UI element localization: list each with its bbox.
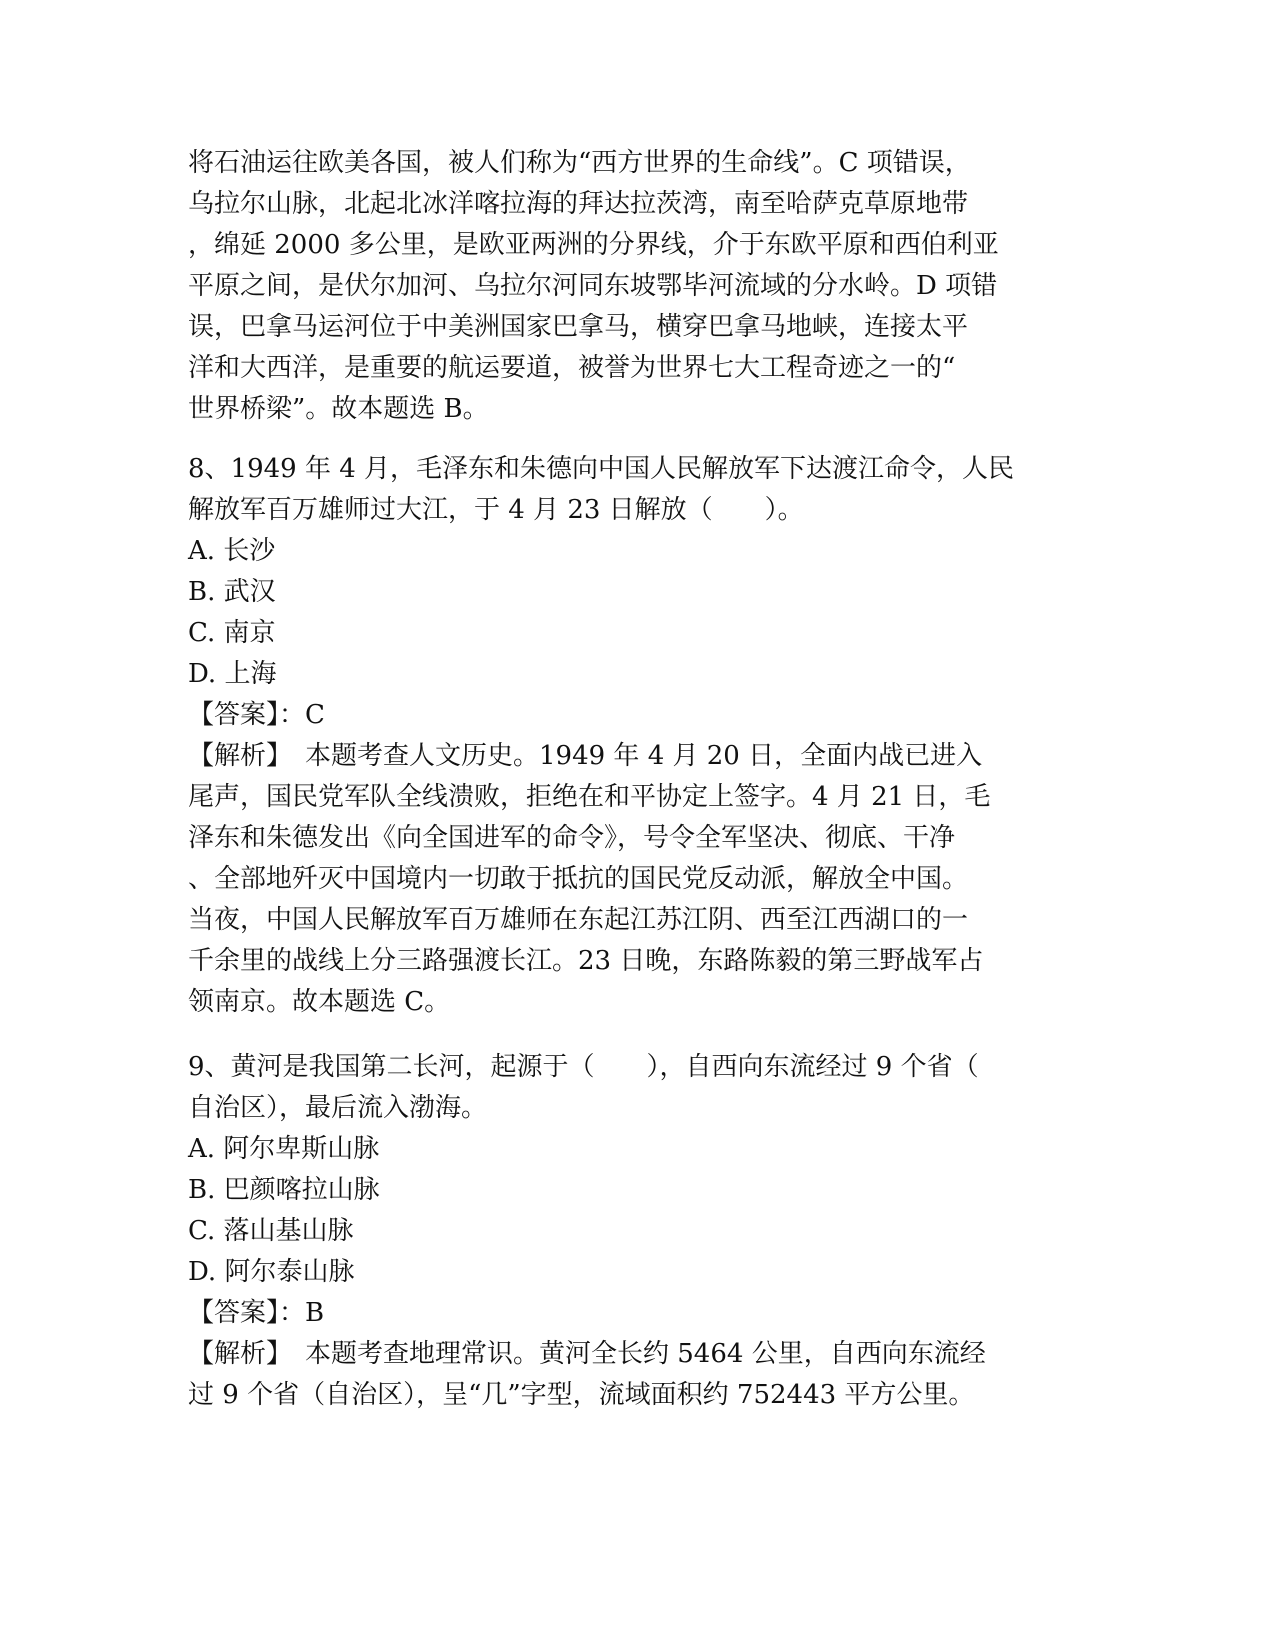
answer-line: 【答案】：C (188, 700, 325, 730)
analysis-line: 泽东和朱德发出《向全国进军的命令》，号令全军坚决、彻底、干净 (188, 823, 956, 853)
question-stem-line: 8、1949 年 4 月，毛泽东和朱德向中国人民解放军下达渡江命令，人民 (188, 454, 1015, 484)
analysis-line: 当夜，中国人民解放军百万雄师在东起江苏江阴、西至江西湖口的一 (188, 905, 969, 935)
option-a: A. 阿尔卑斯山脉 (188, 1134, 380, 1164)
option-a: A. 长沙 (188, 536, 276, 566)
question-stem-line: 自治区），最后流入渤海。 (188, 1093, 488, 1123)
text-line: 误，巴拿马运河位于中美洲国家巴拿马，横穿巴拿马地峡，连接太平 (188, 312, 969, 342)
text-line: 平原之间，是伏尔加河、乌拉尔河同东坡鄂毕河流域的分水岭。D 项错 (188, 271, 998, 301)
option-c: C. 南京 (188, 618, 276, 648)
analysis-line: 尾声，国民党军队全线溃败，拒绝在和平协定上签字。4 月 21 日，毛 (188, 782, 991, 812)
analysis-line: 【解析】 本题考查人文历史。1949 年 4 月 20 日，全面内战已进入 (188, 741, 983, 771)
analysis-line: 千余里的战线上分三路强渡长江。23 日晚，东路陈毅的第三野战军占 (188, 946, 984, 976)
analysis-line: 领南京。故本题选 C。 (188, 987, 451, 1017)
question-stem-line: 解放军百万雄师过大江，于 4 月 23 日解放（ ）。 (188, 495, 804, 525)
analysis-line: 【解析】 本题考查地理常识。黄河全长约 5464 公里，自西向东流经 (188, 1339, 986, 1369)
text-line: 洋和大西洋，是重要的航运要道，被誉为世界七大工程奇迹之一的“ (188, 353, 956, 383)
answer-line: 【答案】：B (188, 1298, 325, 1328)
text-line: ，绵延 2000 多公里，是欧亚两洲的分界线，介于东欧平原和西伯利亚 (188, 230, 999, 260)
option-c: C. 落山基山脉 (188, 1216, 354, 1246)
option-d: D. 上海 (188, 659, 277, 689)
option-d: D. 阿尔泰山脉 (188, 1257, 355, 1287)
option-b: B. 武汉 (188, 577, 276, 607)
text-line: 将石油运往欧美各国，被人们称为“西方世界的生命线”。C 项错误， (188, 148, 971, 178)
text-line: 乌拉尔山脉，北起北冰洋喀拉海的拜达拉茨湾，南至哈萨克草原地带 (188, 189, 969, 219)
analysis-line: 过 9 个省（自治区），呈“几”字型，流域面积约 752443 平方公里。 (188, 1380, 975, 1410)
question-stem-line: 9、黄河是我国第二长河，起源于（ ），自西向东流经过 9 个省（ (188, 1052, 979, 1082)
text-line: 世界桥梁”。故本题选 B。 (188, 394, 489, 424)
analysis-line: 、全部地歼灭中国境内一切敢于抵抗的国民党反动派，解放全中国。 (188, 864, 969, 894)
option-b: B. 巴颜喀拉山脉 (188, 1175, 380, 1205)
